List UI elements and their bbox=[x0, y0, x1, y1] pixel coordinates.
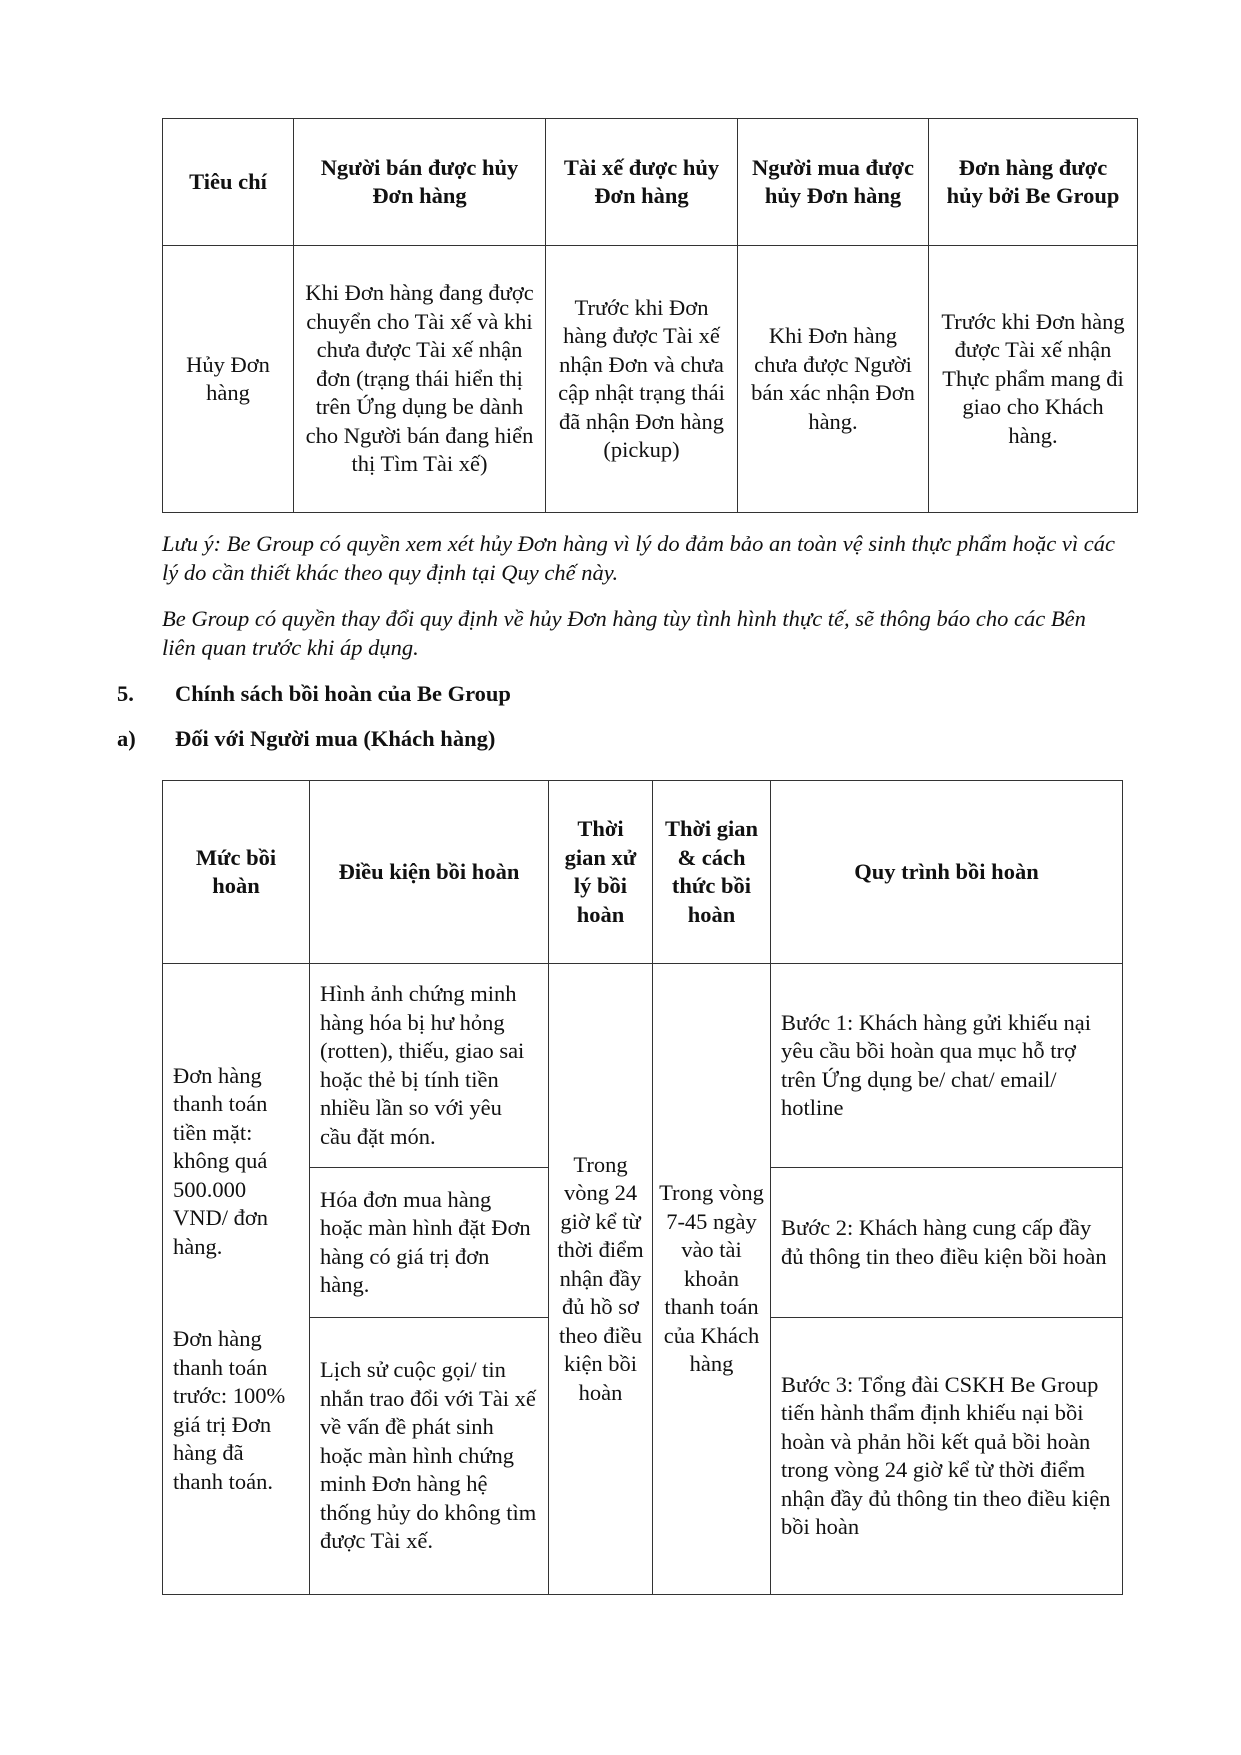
header-processing-time: Thời gian xử lý bồi hoàn bbox=[549, 781, 653, 964]
header-begroup-cancel: Đơn hàng được hủy bởi Be Group bbox=[929, 119, 1138, 246]
cell-driver-cancel: Trước khi Đơn hàng được Tài xế nhận Đơn và chưa cập nhật trạng thái đã nhận Đơn hàng (pickup) bbox=[546, 246, 738, 513]
table-row bbox=[163, 246, 1138, 513]
cancel-table-header-row bbox=[163, 119, 1138, 246]
cell-step: Bước 2: Khách hàng cung cấp đầy đủ thông tin theo điều kiện bồi hoàn bbox=[771, 1168, 1123, 1318]
cell-step: Bước 3: Tổng đài CSKH Be Group tiến hành thẩm định khiếu nại bồi hoàn và phản hồi kết quả bồi hoàn trong vòng 24 giờ kể từ thời điểm nhận đầy đủ thông tin theo điều kiện bồi hoàn bbox=[771, 1318, 1123, 1595]
cell-begroup-cancel: Trước khi Đơn hàng được Tài xế nhận Thực phẩm mang đi giao cho Khách hàng. bbox=[929, 246, 1138, 513]
cell-condition: Lịch sử cuộc gọi/ tin nhắn trao đổi với Tài xế về vấn đề phát sinh hoặc màn hình chứng minh Đơn hàng hệ thống hủy do không tìm được Tài xế. bbox=[310, 1318, 549, 1595]
refund-policy-table bbox=[162, 780, 1123, 1595]
note-paragraph: Lưu ý: Be Group có quyền xem xét hủy Đơn hàng vì lý do đảm bảo an toàn vệ sinh thực phẩm hoặc vì các lý do cần thiết khác theo quy định tại Quy chế này. bbox=[162, 531, 1115, 585]
cell-refund-level bbox=[163, 964, 310, 1595]
subsection-number: a) bbox=[117, 726, 136, 751]
cell-step: Bước 1: Khách hàng gửi khiếu nại yêu cầu bồi hoàn qua mục hỗ trợ trên Ứng dụng be/ chat/ email/ hotline bbox=[771, 964, 1123, 1168]
header-refund-level: Mức bồi hoàn bbox=[163, 781, 310, 964]
header-seller-cancel: Người bán được hủy Đơn hàng bbox=[294, 119, 546, 246]
cell-refund-time-method: Trong vòng 7-45 ngày vào tài khoản thanh toán của Khách hàng bbox=[653, 964, 771, 1595]
header-criteria: Tiêu chí bbox=[163, 119, 294, 246]
section-title: Chính sách bồi hoàn của Be Group bbox=[175, 681, 511, 706]
header-driver-cancel: Tài xế được hủy Đơn hàng bbox=[546, 119, 738, 246]
refund-level-prepaid: Đơn hàng thanh toán trước: 100% giá trị Đơn hàng đã thanh toán. bbox=[173, 1326, 286, 1494]
header-buyer-cancel: Người mua được hủy Đơn hàng bbox=[738, 119, 929, 246]
section-number: 5. bbox=[117, 681, 134, 706]
refund-level-cash: Đơn hàng thanh toán tiền mặt: không quá 500.000 VND/ đơn hàng. bbox=[173, 1062, 269, 1259]
refund-table-header-row bbox=[163, 781, 1123, 964]
cell-criteria: Hủy Đơn hàng bbox=[163, 246, 294, 513]
cell-seller-cancel: Khi Đơn hàng đang được chuyển cho Tài xế và khi chưa được Tài xế nhận đơn (trạng thái hiển thị trên Ứng dụng be dành cho Người bán đang hiển thị Tìm Tài xế) bbox=[294, 246, 546, 513]
header-refund-time-method: Thời gian & cách thức bồi hoàn bbox=[653, 781, 771, 964]
cell-processing-time: Trong vòng 24 giờ kể từ thời điểm nhận đầy đủ hồ sơ theo điều kiện bồi hoàn bbox=[549, 964, 653, 1595]
header-refund-conditions: Điều kiện bồi hoàn bbox=[310, 781, 549, 964]
header-refund-process: Quy trình bồi hoàn bbox=[771, 781, 1123, 964]
subsection-title: Đối với Người mua (Khách hàng) bbox=[175, 726, 496, 751]
cell-buyer-cancel: Khi Đơn hàng chưa được Người bán xác nhận Đơn hàng. bbox=[738, 246, 929, 513]
table-row bbox=[163, 964, 1123, 1168]
cell-condition: Hình ảnh chứng minh hàng hóa bị hư hỏng (rotten), thiếu, giao sai hoặc thẻ bị tính tiền nhiều lần so với yêu cầu đặt món. bbox=[310, 964, 549, 1168]
cell-condition: Hóa đơn mua hàng hoặc màn hình đặt Đơn hàng có giá trị đơn hàng. bbox=[310, 1168, 549, 1318]
cancel-policy-table bbox=[162, 118, 1138, 513]
note-paragraph: Be Group có quyền thay đổi quy định về hủy Đơn hàng tùy tình hình thực tế, sẽ thông báo cho các Bên liên quan trước khi áp dụng. bbox=[162, 606, 1086, 660]
